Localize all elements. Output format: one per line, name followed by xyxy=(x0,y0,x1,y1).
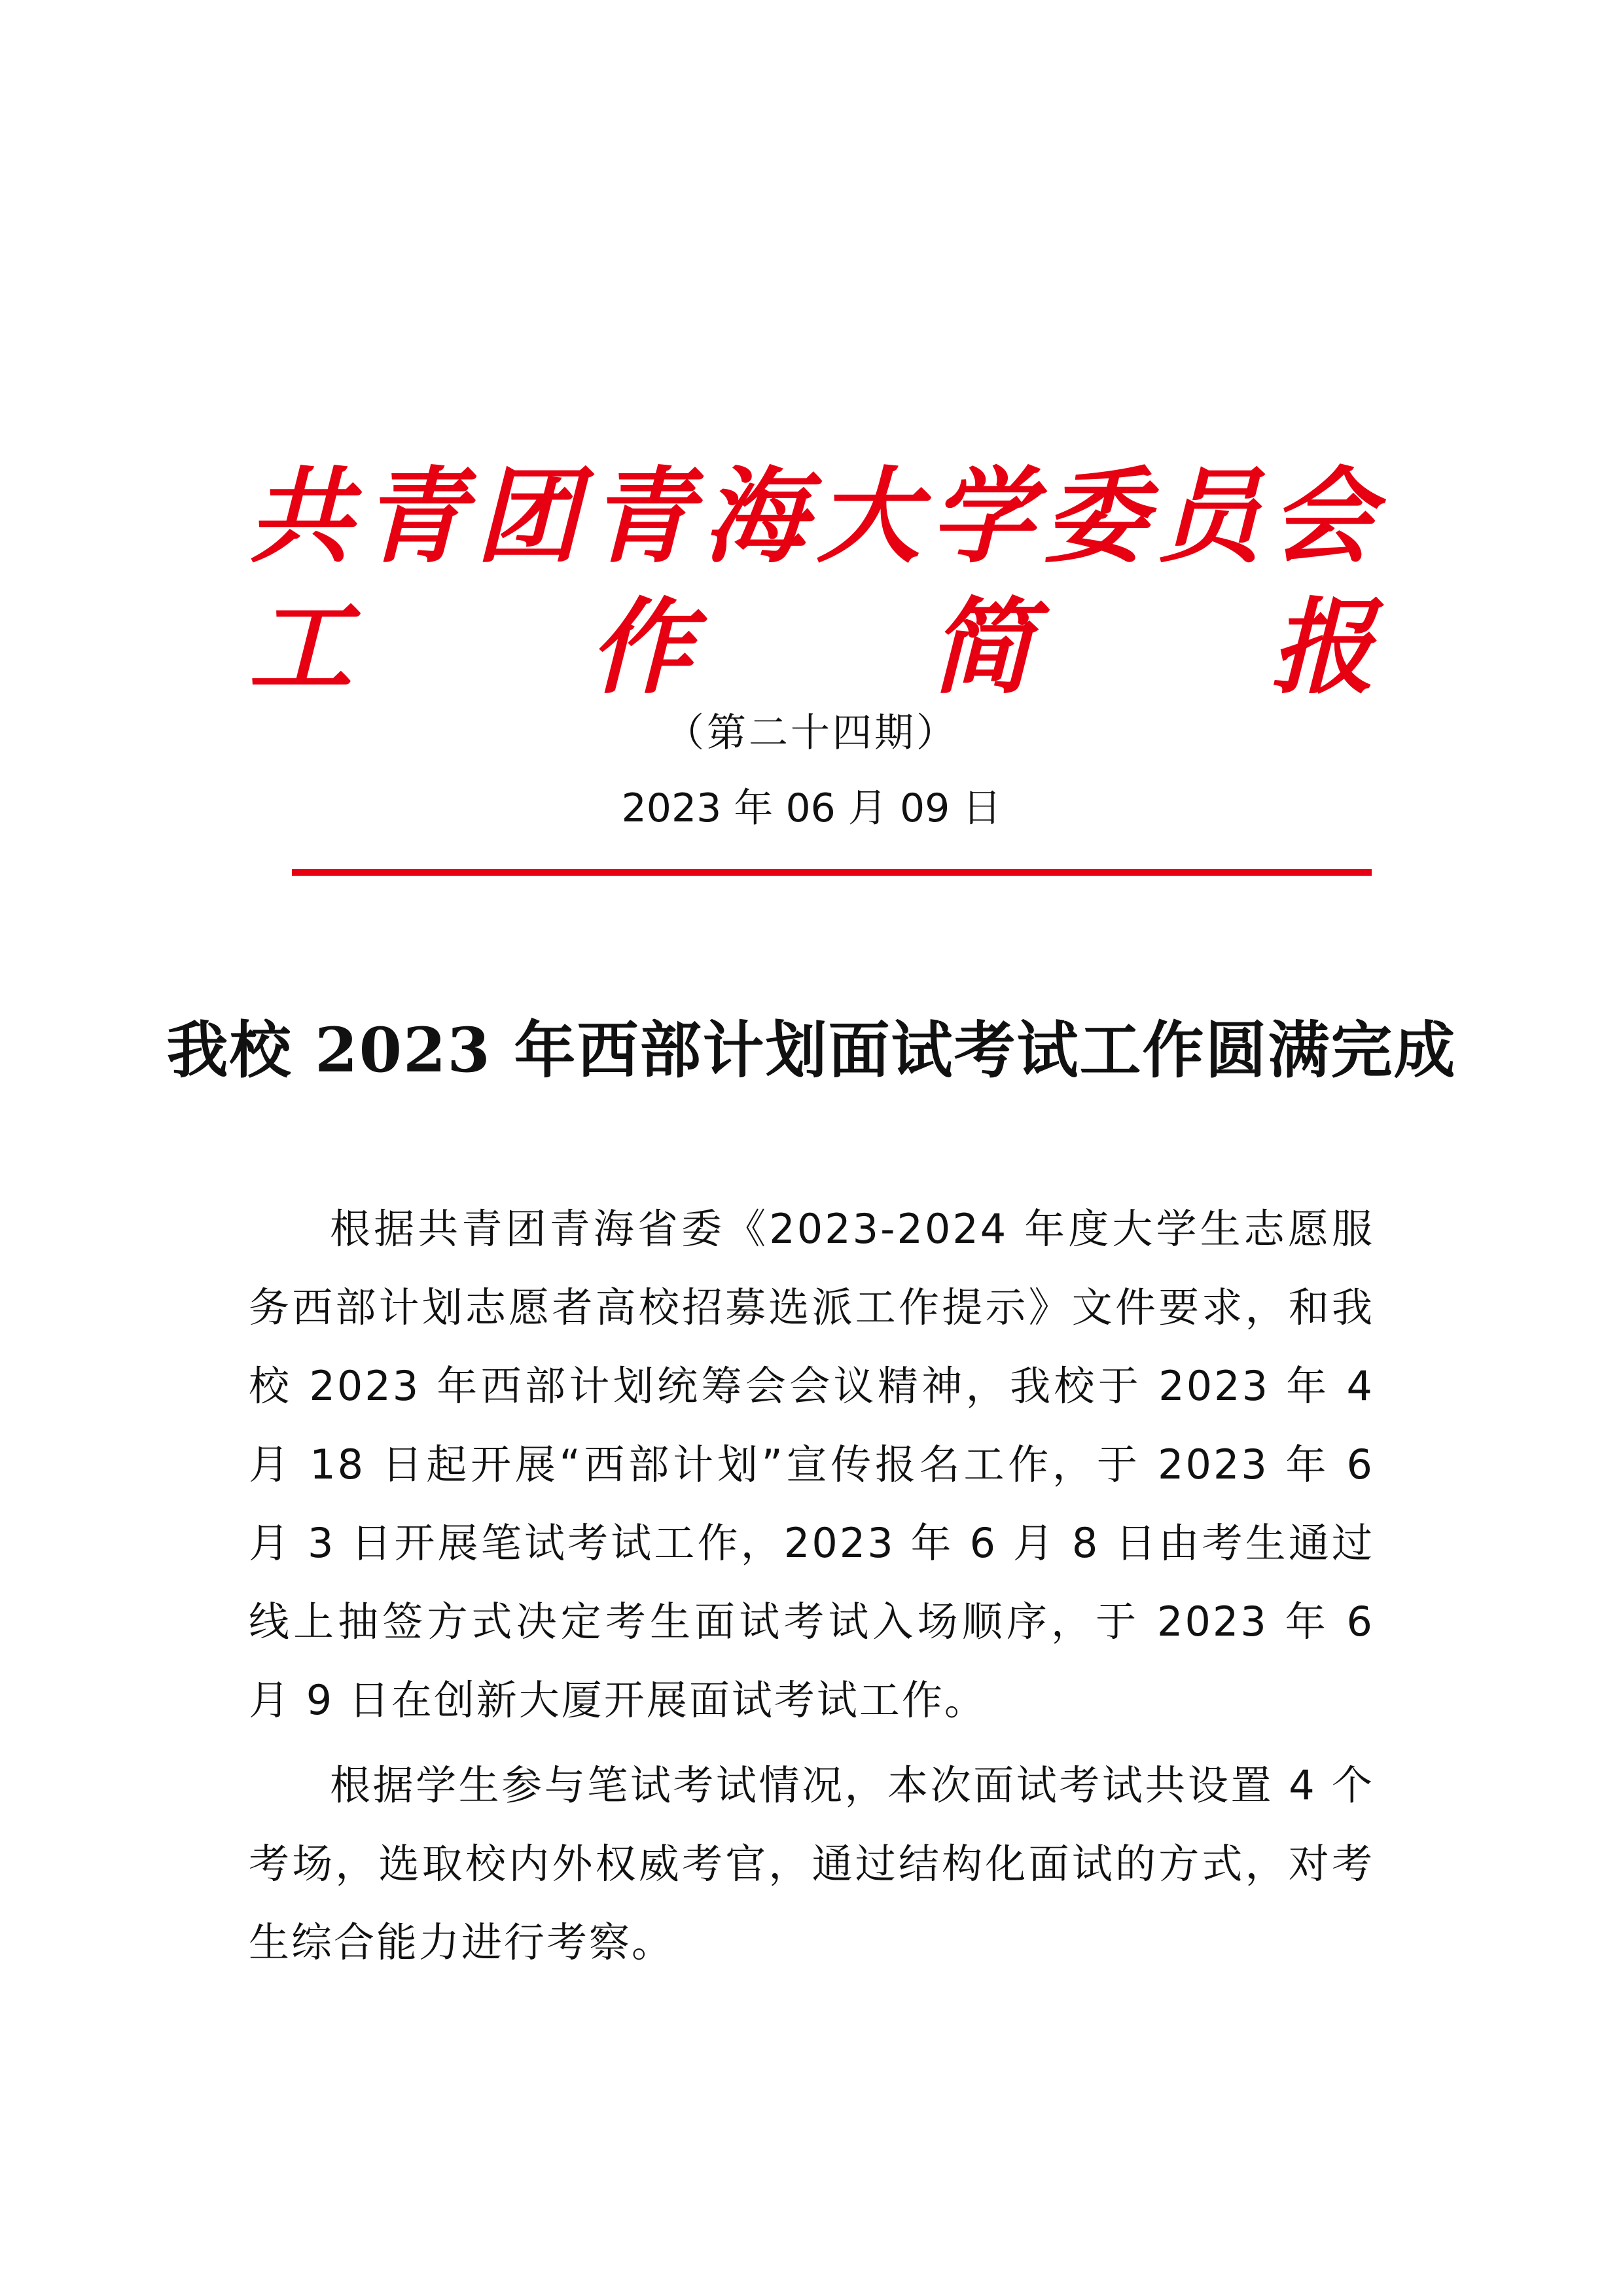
paragraph: 根据共青团青海省委《2023-2024 年度大学生志愿服务西部计划志愿者高校招募选派工作提示》文件要求，和我校 2023 年西部计划统筹会会议精神，我校于 2023 年 4 月 18 日起开展“西部计划”宣传报名工作，于 2023 年 6 月 3 日开展笔试考试工作，2023 年 6 月 8 日由考生通过线上抽签方式决定考生面试考试入场顺序，于 2023 年 6 月 9 日在创新大厦开展面试考试工作。 xyxy=(249,1205,1374,1724)
org-char: 委 xyxy=(1043,456,1147,577)
org-char: 海 xyxy=(703,456,807,577)
issue-date: 2023 年 06 月 09 日 xyxy=(621,785,1002,831)
org-char: 青 xyxy=(589,456,693,577)
article-body xyxy=(249,1190,1374,1982)
org-char: 大 xyxy=(816,456,920,577)
org-char: 会 xyxy=(1270,456,1374,577)
org-char: 学 xyxy=(930,456,1034,577)
bulletin-char: 工 xyxy=(249,587,352,708)
bulletin-char: 作 xyxy=(589,587,693,708)
header-divider xyxy=(292,869,1372,876)
bulletin-name xyxy=(249,589,1374,707)
org-char: 青 xyxy=(362,456,466,577)
org-char: 团 xyxy=(476,456,580,577)
org-char: 共 xyxy=(249,456,352,577)
bulletin-char: 报 xyxy=(1270,587,1374,708)
issue-number: （第二十四期） xyxy=(665,710,958,756)
bulletin-char: 简 xyxy=(930,587,1034,708)
organization-name xyxy=(249,458,1374,576)
article-title: 我校 2023 年西部计划面试考试工作圆满完成 xyxy=(166,1014,1457,1086)
org-char: 员 xyxy=(1157,456,1261,577)
paragraph: 根据学生参与笔试考试情况，本次面试考试共设置 4 个考场，选取校内外权威考官，通过结构化面试的方式，对考生综合能力进行考察。 xyxy=(249,1761,1374,1966)
